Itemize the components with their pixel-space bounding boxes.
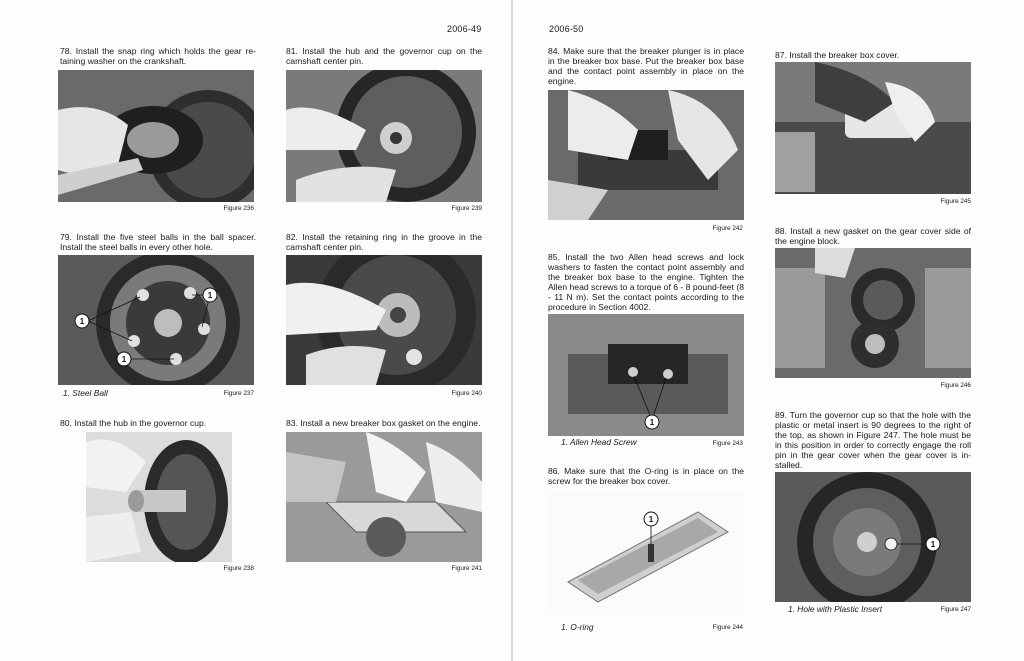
retaining-ring-illustration (286, 255, 482, 385)
step-87: 87. Install the breaker box cover. (775, 50, 900, 60)
figure-caption: Figure 245 (940, 198, 971, 205)
step-83: 83. Install a new breaker box gasket on the engine. (286, 418, 481, 428)
step-86: 86. Make sure that the O-ring is in place on the screw for the breaker box cover. (548, 466, 744, 486)
figure-caption: Figure 244 (712, 624, 743, 631)
crankshaft-snap-ring-illustration (58, 70, 254, 202)
page-number: 2006-50 (549, 24, 584, 34)
right-page (513, 0, 1024, 661)
callout-marker: 1 (649, 418, 655, 427)
figure-legend: 1. Allen Head Screw (561, 437, 637, 447)
figure-244-photo (548, 492, 744, 614)
step-80: 80. Install the hub in the governor cup. (60, 418, 207, 428)
callout-marker: 1 (930, 540, 936, 549)
figure-legend: 1. O-ring (561, 622, 594, 632)
figure-caption: Figure 239 (451, 205, 482, 212)
step-78: 78. Install the snap ring which holds the gear re-taining washer on the crankshaft. (60, 46, 256, 66)
step-88: 88. Install a new gasket on the gear cover side of the engine block. (775, 226, 971, 246)
figure-caption: Figure 247 (940, 606, 971, 613)
step-79: 79. Install the five steel balls in the ball spacer. Install the steel balls in every other hole. (60, 232, 256, 252)
left-page (0, 0, 511, 661)
breaker-box-base-illustration (548, 90, 744, 220)
figure-238-photo (86, 432, 232, 562)
ball-spacer-illustration (58, 255, 254, 385)
figure-240-photo (286, 255, 482, 385)
figure-236-photo (58, 70, 254, 202)
breaker-box-gasket-illustration (286, 432, 482, 562)
gear-cover-gasket-illustration (775, 248, 971, 378)
step-82: 82. Install the retaining ring in the groove in the camshaft center pin. (286, 232, 482, 252)
step-84: 84. Make sure that the breaker plunger is in place in the breaker box base. Put the breaker box base and the contact point assembly in place on the engine. (548, 46, 744, 86)
figure-legend: 1. Hole with Plastic Insert (788, 604, 883, 614)
contact-point-assembly-illustration (548, 314, 744, 436)
figure-caption: Figure 242 (712, 225, 743, 232)
figure-242-photo (548, 90, 744, 220)
engine-cover-illustration (775, 62, 971, 194)
governor-cup-hub-illustration (86, 432, 232, 562)
figure-caption: Figure 240 (451, 390, 482, 397)
figure-237-photo (58, 255, 254, 385)
governor-cup-insert-illustration (775, 472, 971, 602)
figure-239-photo (286, 70, 482, 202)
step-85: 85. Install the two Allen head screws and lock washers to fasten the contact point assembly and the breaker box base to the engine. Tighten the Allen head screws to a torque of 6 - 8 pound-feet (8 - 11 N m). Set the contact points according to the procedure in Section 4002. (548, 252, 744, 312)
figure-caption: Figure 241 (451, 565, 482, 572)
callout-marker: 1 (648, 515, 654, 524)
figure-caption: Figure 243 (712, 440, 743, 447)
figure-245-photo (775, 62, 971, 194)
figure-247-photo (775, 472, 971, 602)
figure-legend: 1. Steel Ball (63, 388, 108, 398)
page-number: 2006-49 (447, 24, 482, 34)
step-89: 89. Turn the governor cup so that the hole with the plastic or metal insert is 90 degrees to the right of the top, as shown in Figure 247. The hole must be in this position in order to correctly engage the roll pin in the gear cover when the gear cover is in-stalled. (775, 410, 971, 470)
breaker-box-cover-illustration (548, 492, 744, 614)
figure-243-photo (548, 314, 744, 436)
figure-caption: Figure 236 (223, 205, 254, 212)
callout-marker: 1 (79, 317, 85, 326)
figure-caption: Figure 237 (223, 390, 254, 397)
step-81: 81. Install the hub and the governor cup on the camshaft center pin. (286, 46, 482, 66)
figure-246-photo (775, 248, 971, 378)
camshaft-hub-illustration (286, 70, 482, 202)
callout-marker: 1 (121, 355, 127, 364)
figure-241-photo (286, 432, 482, 562)
figure-caption: Figure 238 (223, 565, 254, 572)
callout-marker: 1 (207, 291, 213, 300)
figure-caption: Figure 246 (940, 382, 971, 389)
